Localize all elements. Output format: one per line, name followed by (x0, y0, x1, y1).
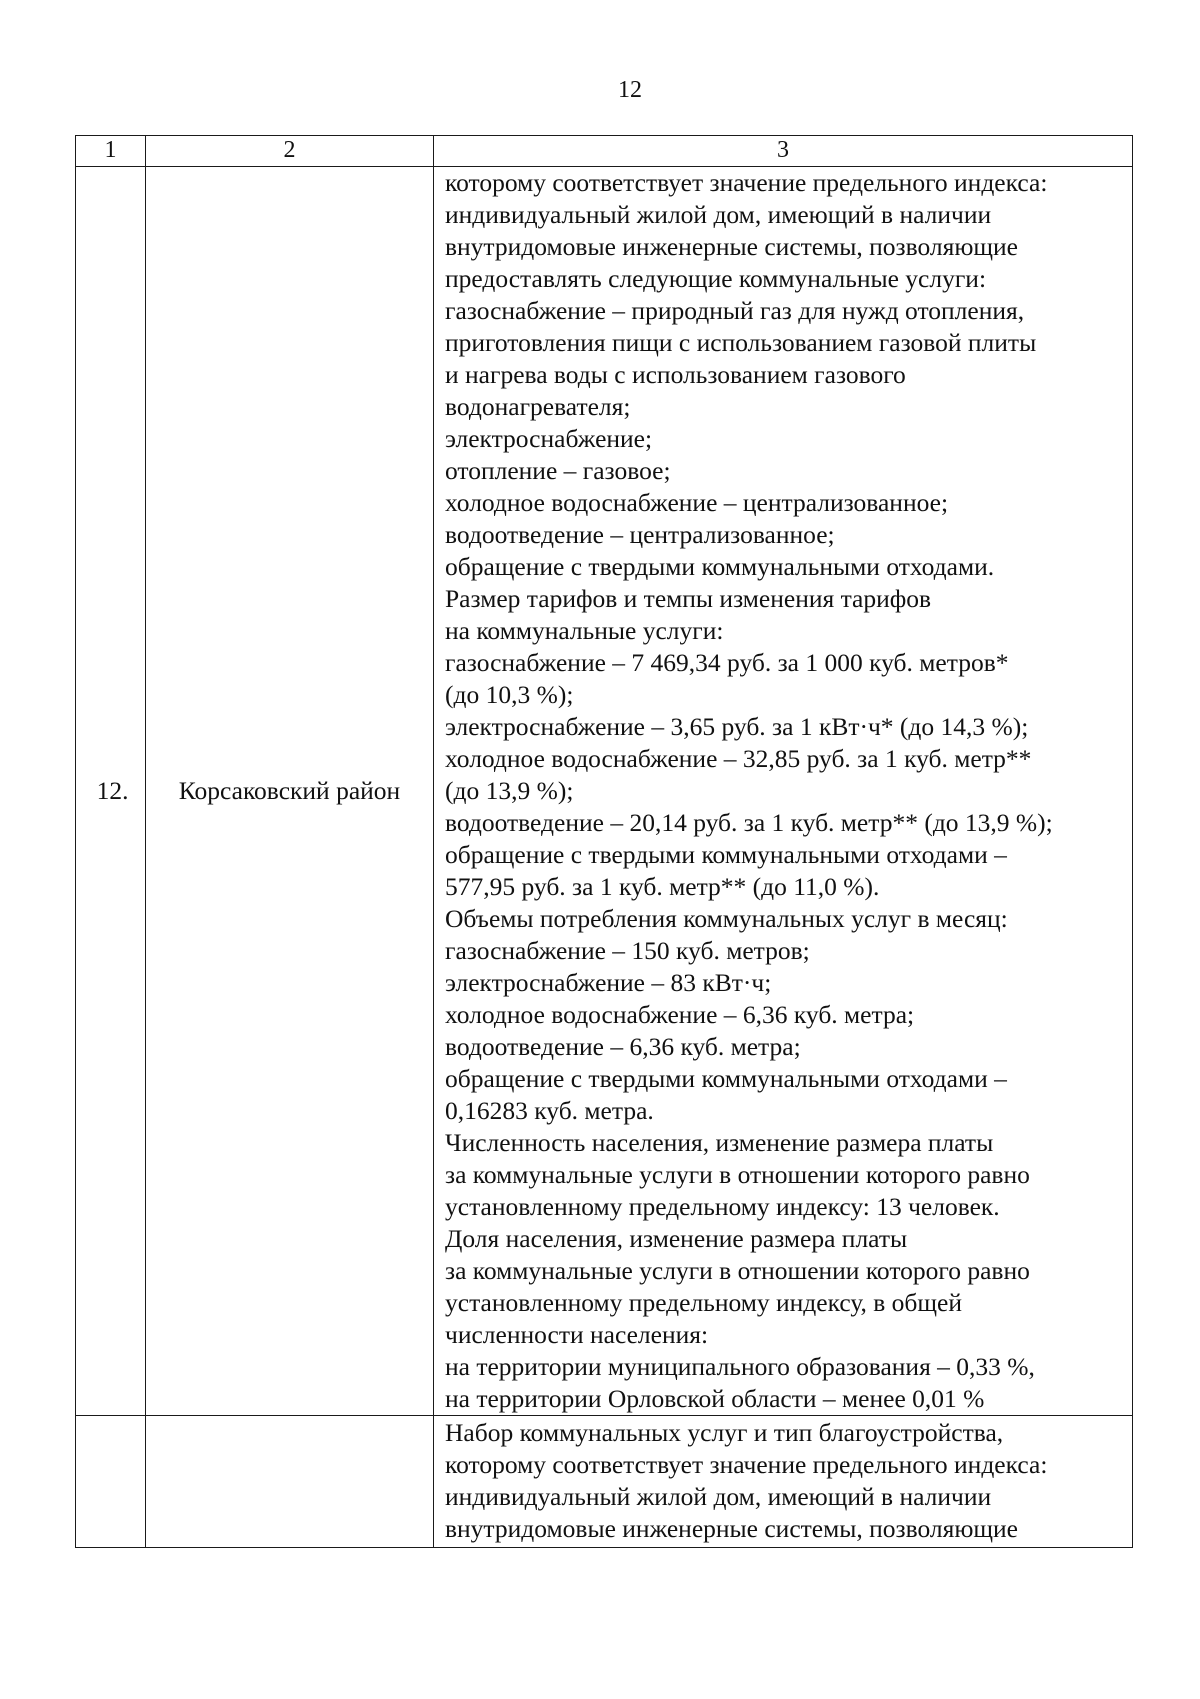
text-line: за коммунальные услуги в отношении которого равно (445, 1160, 1030, 1189)
text-line: обращение с твердыми коммунальными отходами. (445, 552, 995, 581)
text-line: отопление – газовое; (445, 456, 671, 485)
header-col-2: 2 (146, 136, 434, 167)
text-line: внутридомовые инженерные системы, позволяющие (445, 1514, 1018, 1543)
text-line: на территории муниципального образования – 0,33 %, (445, 1352, 1035, 1381)
text-line: которому соответствует значение предельного индекса: (445, 168, 1048, 197)
text-line: (до 10,3 %); (445, 680, 574, 709)
row-number: 12. (76, 167, 146, 1416)
text-line: Набор коммунальных услуг и тип благоустройства, (445, 1418, 1004, 1447)
text-line: водоотведение – 20,14 руб. за 1 куб. метр** (до 13,9 %); (445, 808, 1053, 837)
text-line: водоотведение – 6,36 куб. метра; (445, 1032, 801, 1061)
table-row (76, 167, 1133, 1416)
page-number: 12 (618, 77, 642, 103)
text-line: 577,95 руб. за 1 куб. метр** (до 11,0 %). (445, 872, 880, 901)
district-name: Корсаковский район (146, 167, 434, 1416)
text-line: на территории Орловской области – менее 0,01 % (445, 1384, 985, 1413)
text-line: Размер тарифов и темпы изменения тарифов (445, 584, 932, 613)
text-line: (до 13,9 %); (445, 776, 574, 805)
text-line: электроснабжение; (445, 424, 653, 453)
header-col-3: 3 (434, 136, 1133, 167)
text-line: водоотведение – централизованное; (445, 520, 835, 549)
text-line: Доля населения, изменение размера платы (445, 1224, 908, 1253)
text-line: численности населения: (445, 1320, 709, 1349)
tariff-table (75, 135, 1133, 1548)
text-line: 0,16283 куб. метра. (445, 1096, 654, 1125)
text-line: обращение с твердыми коммунальными отходами – (445, 1064, 1007, 1093)
text-line: Численность населения, изменение размера платы (445, 1128, 994, 1157)
text-line: приготовления пищи с использованием газовой плиты (445, 328, 1037, 357)
text-line: газоснабжение – природный газ для нужд отопления, (445, 296, 1025, 325)
text-line: на коммунальные услуги: (445, 616, 724, 645)
text-line: установленному предельному индексу, в общей (445, 1288, 963, 1317)
description-cell (434, 1416, 1133, 1548)
text-line: Объемы потребления коммунальных услуг в месяц: (445, 904, 1008, 933)
header-col-1: 1 (76, 136, 146, 167)
text-line: и нагрева воды с использованием газового (445, 360, 906, 389)
text-line: электроснабжение – 3,65 руб. за 1 кВт·ч* (до 14,3 %); (445, 712, 1029, 741)
row-number (76, 1416, 146, 1548)
text-line: внутридомовые инженерные системы, позволяющие (445, 232, 1018, 261)
text-line: индивидуальный жилой дом, имеющий в наличии (445, 200, 992, 229)
text-line: установленному предельному индексу: 13 человек. (445, 1192, 1000, 1221)
text-line: электроснабжение – 83 кВт·ч; (445, 968, 772, 997)
text-line: холодное водоснабжение – 6,36 куб. метра; (445, 1000, 915, 1029)
description-cell (434, 167, 1133, 1416)
table-row (76, 1416, 1133, 1548)
table-header-row (76, 136, 1133, 167)
text-line: обращение с твердыми коммунальными отходами – (445, 840, 1007, 869)
text-line: индивидуальный жилой дом, имеющий в наличии (445, 1482, 992, 1511)
text-line: холодное водоснабжение – централизованное; (445, 488, 949, 517)
text-line: газоснабжение – 7 469,34 руб. за 1 000 куб. метров* (445, 648, 1009, 677)
text-line: холодное водоснабжение – 32,85 руб. за 1 куб. метр** (445, 744, 1032, 773)
text-line: за коммунальные услуги в отношении которого равно (445, 1256, 1030, 1285)
text-line: газоснабжение – 150 куб. метров; (445, 936, 810, 965)
text-line: которому соответствует значение предельного индекса: (445, 1450, 1048, 1479)
text-line: водонагревателя; (445, 392, 631, 421)
district-name (146, 1416, 434, 1548)
text-line: предоставлять следующие коммунальные услуги: (445, 264, 987, 293)
